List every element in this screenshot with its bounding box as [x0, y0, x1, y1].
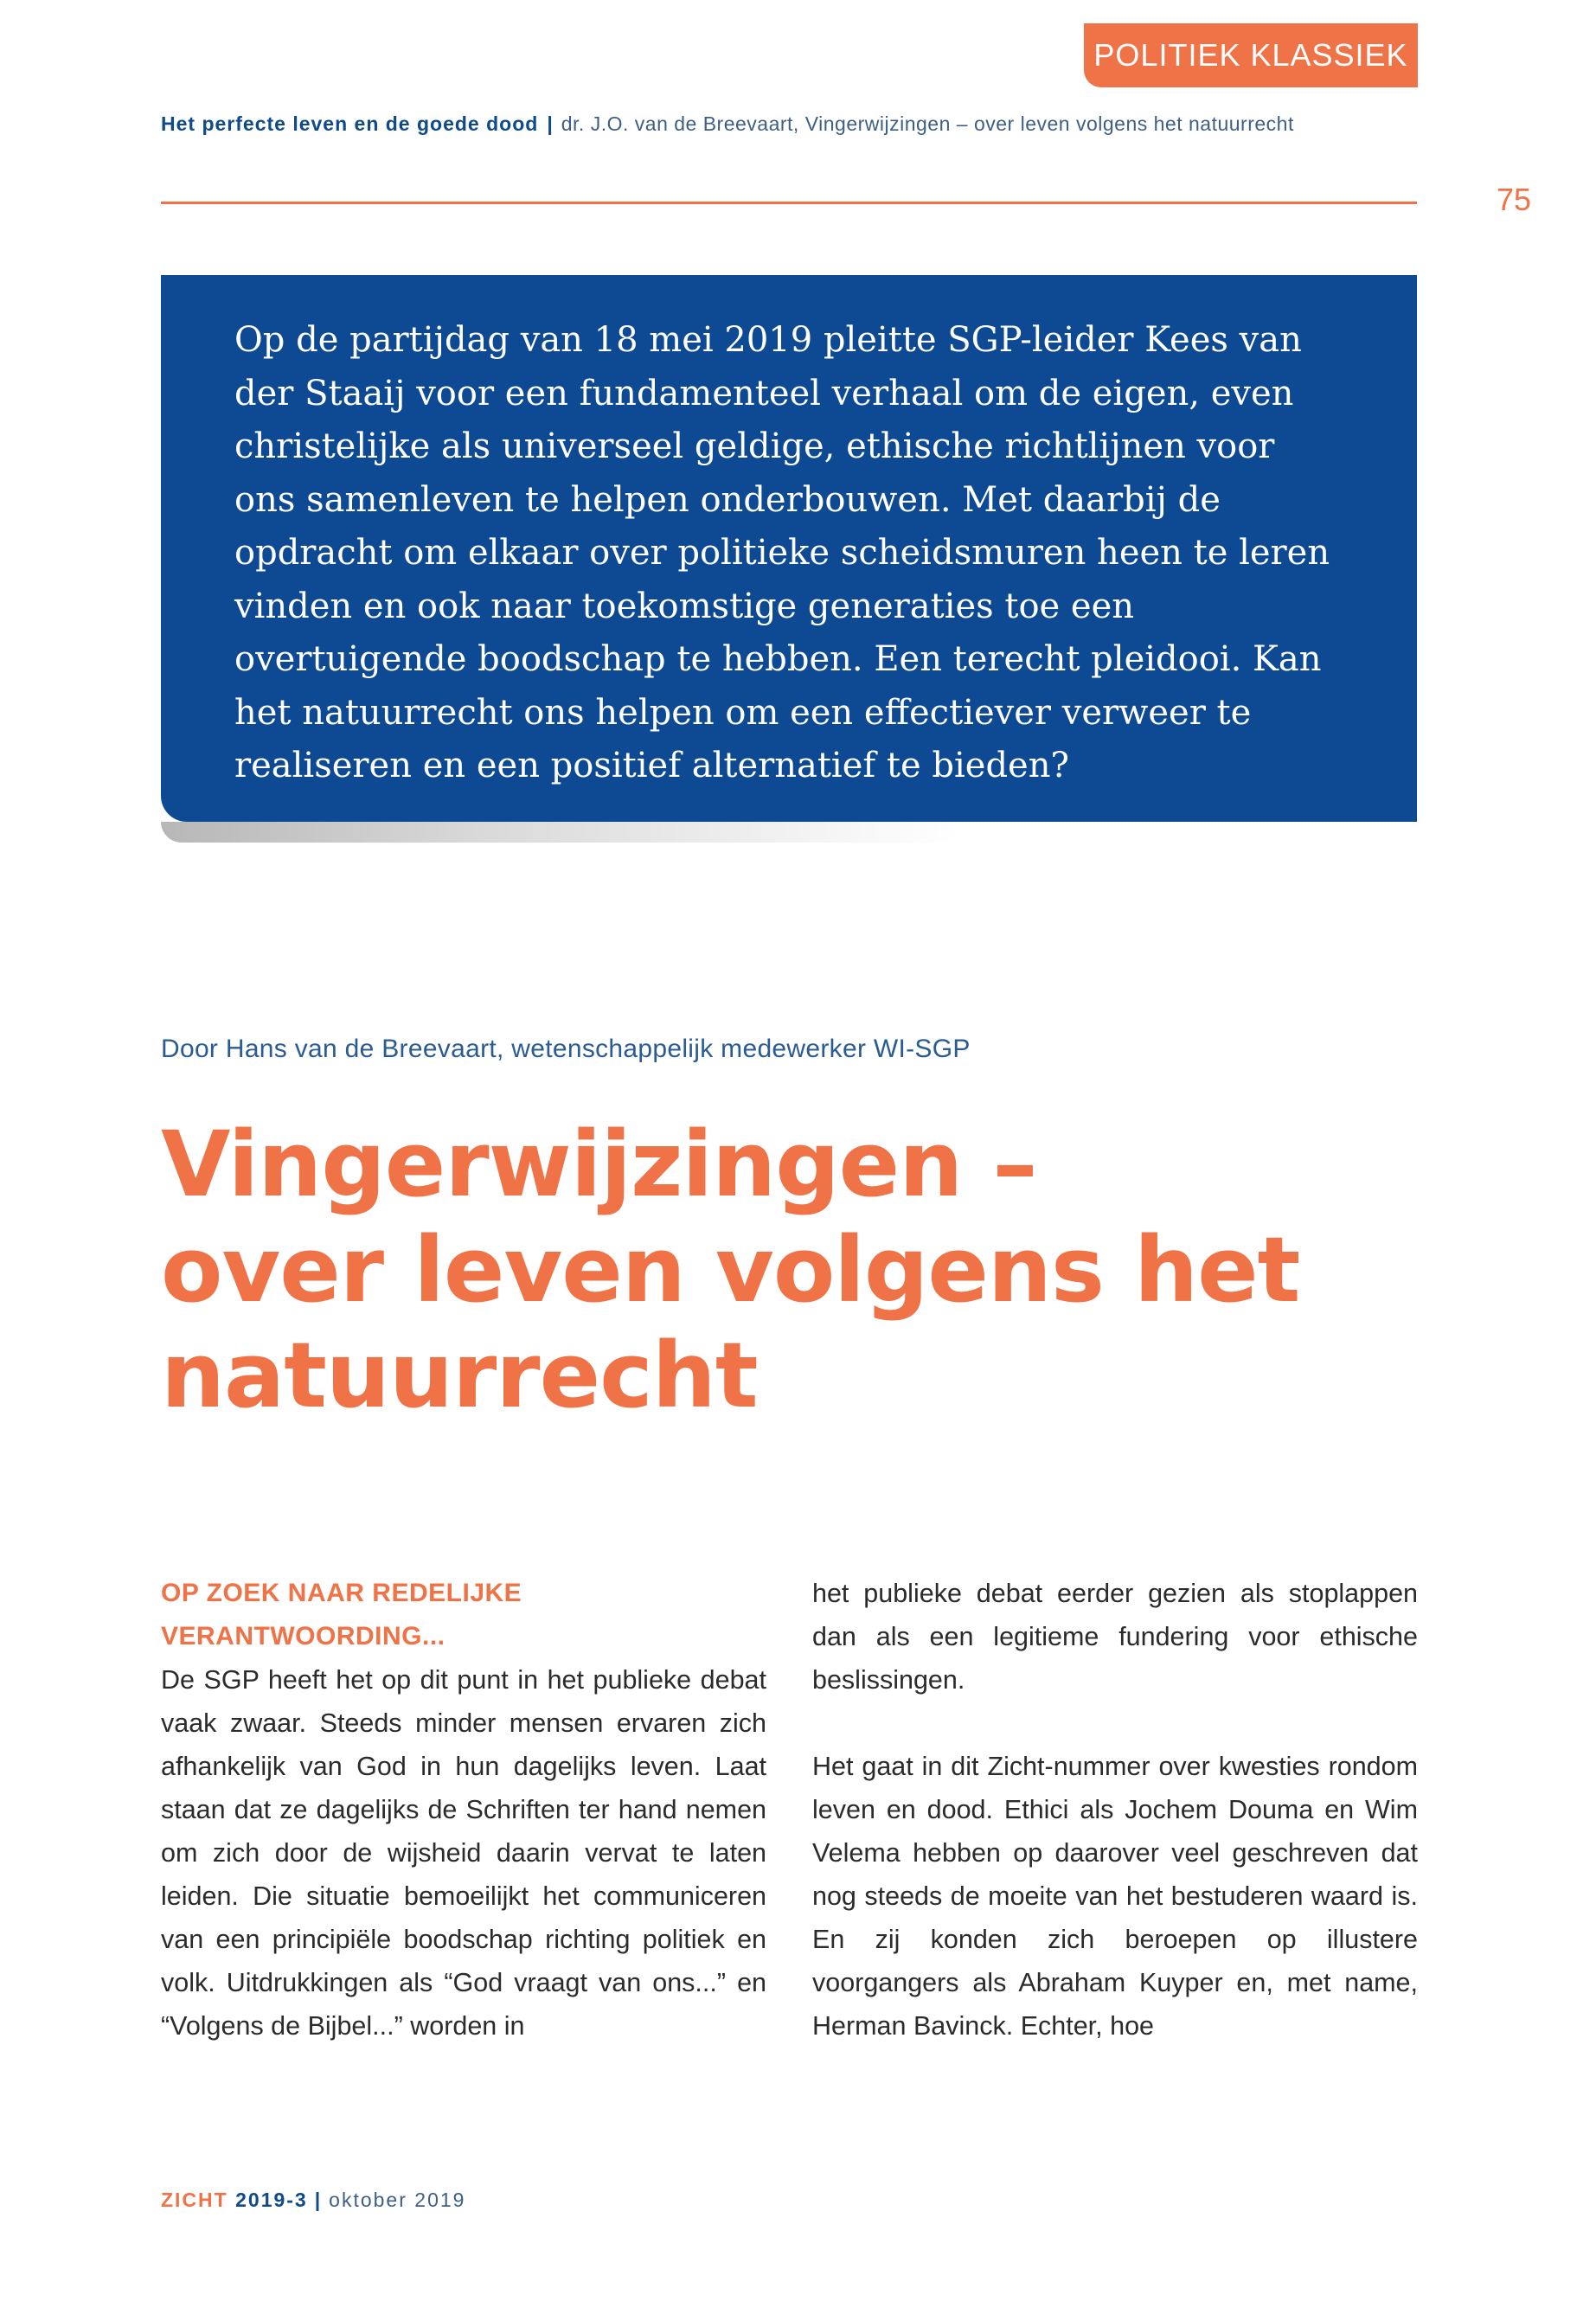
- right-column: [812, 1572, 1418, 2048]
- intro-box: [161, 275, 1417, 822]
- intro-box-shadow: [161, 822, 957, 843]
- body-paragraph: het publieke debat eerder gezien als stoplappen dan als een legitieme fundering voor ethische beslissingen.: [812, 1579, 1418, 1695]
- section-subheading: OP ZOEK NAAR REDELIJKE VERANTWOORDING...: [161, 1579, 522, 1650]
- left-column: [161, 1572, 766, 2048]
- article-title-line: over leven volgens het: [161, 1217, 1300, 1323]
- body-paragraph: Het gaat in dit Zicht-nummer over kwesties rondom leven en dood. Ethici als Jochem Douma en Wim Velema hebben op daarover veel geschreven dat nog steeds de moeite van het bestuderen waard is. En zij konden zich beroepen op illustere voorgangers als Abraham Kuyper en, met name, Herman Bavinck. Echter, hoe: [812, 1752, 1418, 2041]
- footer-magazine: ZICHT: [161, 2189, 228, 2211]
- running-header: [161, 112, 1424, 136]
- running-detail: dr. J.O. van de Breevaart, Vingerwijzingen – over leven volgens het natuurrecht: [561, 112, 1294, 135]
- header-divider: [161, 202, 1417, 204]
- section-tab: POLITIEK KLASSIEK: [1084, 23, 1418, 87]
- article-title-line: Vingerwijzingen –: [161, 1112, 1037, 1217]
- intro-text: Op de partijdag van 18 mei 2019 pleitte SGP-leider Kees van der Staaij voor een fundamenteel verhaal om de eigen, even christelijke als universeel geldige, ethische richtlijnen voor ons samenleven te helpen onderbouwen. Met daarbij de opdracht om elkaar over politieke scheidsmuren heen te leren vinden en ook naar toekomstige generaties toe een overtuigende boodschap te hebben. Een terecht pleidooi. Kan het natuurrecht ons helpen om een effectiever verweer te realiseren en een positief alternatief te bieden?: [234, 320, 1330, 785]
- page-footer: [161, 2189, 465, 2212]
- article-title: [161, 1112, 1417, 1428]
- running-header-separator: |: [547, 112, 553, 135]
- footer-issue: 2019-3: [235, 2189, 308, 2211]
- footer-date: oktober 2019: [329, 2189, 466, 2211]
- page-number: 75: [1496, 182, 1532, 217]
- footer-separator: |: [314, 2189, 323, 2211]
- article-title-line: natuurrecht: [161, 1323, 758, 1428]
- body-paragraph: De SGP heeft het op dit punt in het publieke debat vaak zwaar. Steeds minder mensen ervaren zich afhankelijk van God in hun dagelijks leven. Laat staan dat ze dagelijks de Schriften ter hand nemen om zich door de wijsheid daarin vervat te laten leiden. Die situatie bemoeilijkt het communiceren van een principiële boodschap richting politiek en volk. Uitdrukkingen als “God vraagt van ons...” en “Volgens de Bijbel...” worden in: [161, 1665, 766, 2041]
- article-byline: Door Hans van de Breevaart, wetenschappelijk medewerker WI-SGP: [161, 1035, 971, 1063]
- running-title: Het perfecte leven en de goede dood: [161, 112, 539, 135]
